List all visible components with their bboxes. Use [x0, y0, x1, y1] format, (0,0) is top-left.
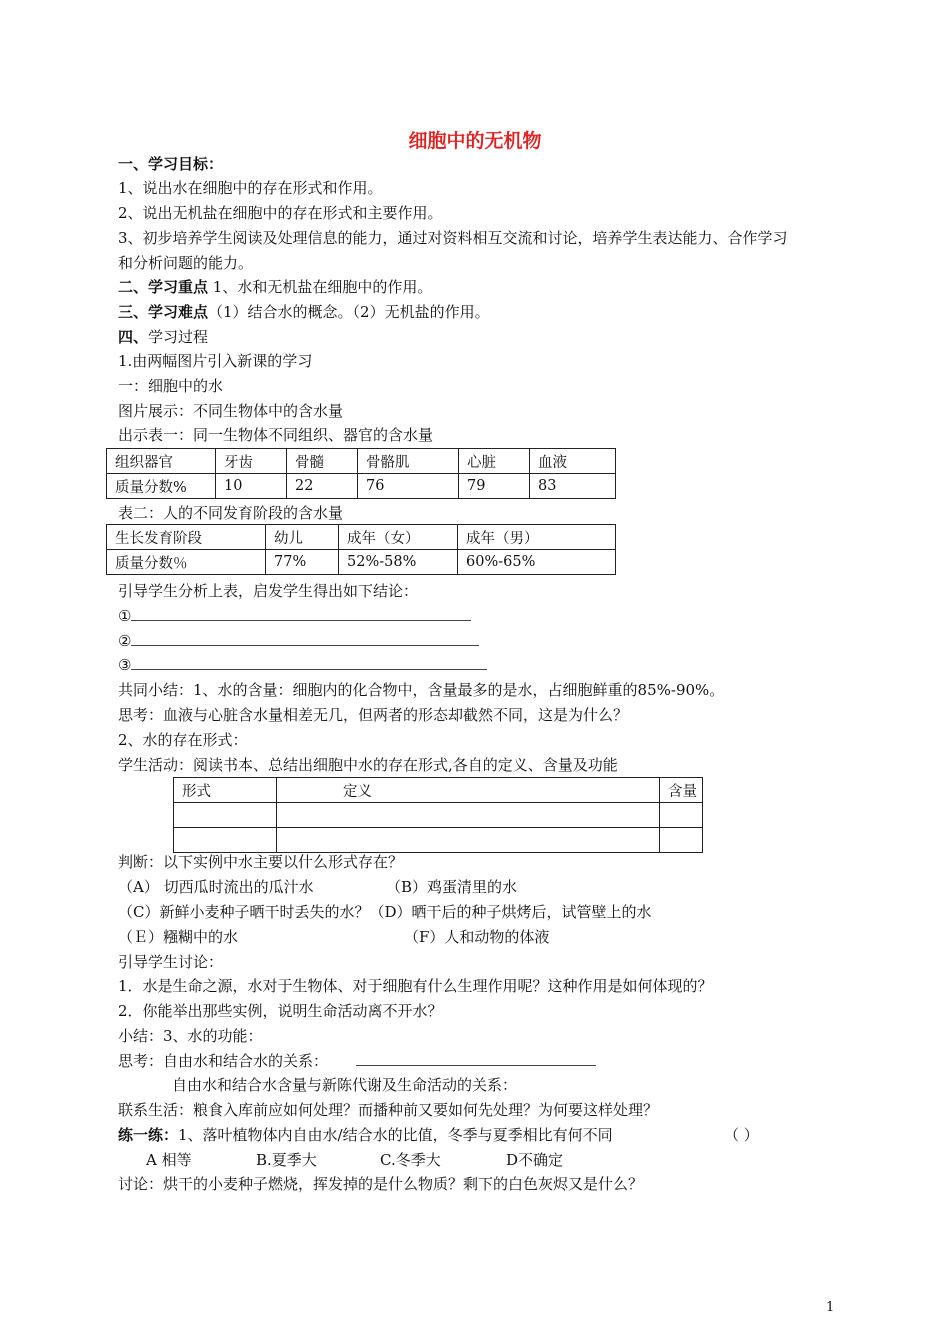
- option-d: D不确定: [506, 1151, 564, 1169]
- summary-water-function: 小结：3、水的功能：: [118, 1027, 263, 1045]
- table-row: [174, 803, 703, 828]
- table-row: [107, 449, 616, 474]
- student-activity: 学生活动：阅读书本、总结出细胞中水的存在形式,各自的定义、含量及功能: [118, 756, 618, 774]
- table-cell: 心脏: [459, 449, 530, 474]
- table-cell: 10: [216, 474, 287, 499]
- table-cell: 质量分数%: [107, 474, 216, 499]
- table-row: [107, 525, 616, 550]
- water-forms-heading: 2、水的存在形式：: [118, 731, 248, 749]
- table-cell: 含量: [660, 778, 703, 803]
- table-cell: 76: [358, 474, 459, 499]
- discussion-question: 讨论：烘干的小麦种子燃烧，挥发掉的是什么物质？剩下的白色灰烬又是什么？: [118, 1175, 644, 1193]
- table-cell: 77%: [266, 550, 339, 575]
- table-row: [107, 474, 616, 499]
- picture-display: 图片展示：不同生物体中的含水量: [118, 402, 344, 420]
- table-cell: 52%-58%: [339, 550, 458, 575]
- document-title: 细胞中的无机物: [408, 130, 542, 152]
- table2-caption: 表二：人的不同发育阶段的含水量: [118, 504, 344, 522]
- table-cell: [174, 828, 277, 853]
- answer-blank: [131, 655, 487, 670]
- table-cell: 83: [530, 474, 616, 499]
- page-number: 1: [826, 1300, 835, 1315]
- table-cell: 79: [459, 474, 530, 499]
- guide-analysis: 引导学生分析上表，启发学生得出如下结论：: [118, 582, 419, 600]
- table-cell: 骨骼肌: [358, 449, 459, 474]
- difficulty-label: 三、学习难点: [118, 303, 209, 321]
- think-water-relation: [118, 1051, 596, 1073]
- conclusion-2: [118, 631, 479, 653]
- life-connection: 联系生活：粮食入库前应如何处理？而播种前又要如何先处理？为何要这样处理？: [118, 1101, 659, 1119]
- relation-line: 自由水和结合水含量与新陈代谢及生命活动的关系：: [172, 1076, 518, 1094]
- table-cell: 血液: [530, 449, 616, 474]
- table1-caption: 出示表一：同一生物体不同组织、器官的含水量: [118, 426, 434, 444]
- conclusion-marker: ③: [118, 656, 132, 674]
- think-blood-heart: 思考：血液与心脏含水量相差无几，但两者的形态却截然不同，这是为什么？: [118, 706, 629, 724]
- table1: [106, 448, 616, 499]
- table-cell: 60%-65%: [458, 550, 616, 575]
- conclusion-1: [118, 606, 471, 628]
- judge-a: （A） 切西瓜时流出的瓜汁水: [118, 878, 314, 896]
- practice-question: 1、落叶植物体内自由水/结合水的比值，冬季与夏季相比有何不同: [178, 1126, 613, 1144]
- answer-blank: [356, 1051, 596, 1066]
- answer-blank: [131, 606, 471, 621]
- table-cell: 幼儿: [266, 525, 339, 550]
- objective-3: 3、初步培养学生阅读及处理信息的能力，通过对资料相互交流和讨论，培养学生表达能力、合作学习: [118, 229, 788, 247]
- judge-e: （Ｅ）糨糊中的水: [118, 928, 239, 946]
- focus-label: 二、学习重点: [118, 278, 209, 296]
- difficulty-text: （1）结合水的概念。（2）无机盐的作用。: [208, 303, 490, 321]
- summary-water-content: 共同小结：1、水的含量：细胞内的化合物中，含量最多的是水，占细胞鲜重的85%-90%。: [118, 681, 725, 699]
- answer-parentheses: （ ）: [724, 1126, 759, 1144]
- table-row: [174, 828, 703, 853]
- table-cell: 质量分数％: [107, 550, 266, 575]
- table-cell: [174, 803, 277, 828]
- judge-cd: （C）新鲜小麦种子晒干时丢失的水？（D）晒干后的种子烘烤后，试管壁上的水: [118, 903, 652, 921]
- process-intro: 1.由两幅图片引入新课的学习: [118, 352, 313, 370]
- guide-discussion: 引导学生讨论：: [118, 953, 224, 971]
- table-cell: 定义: [277, 778, 660, 803]
- table-cell: [660, 803, 703, 828]
- table-cell: 生长发育阶段: [107, 525, 266, 550]
- think-text: 思考：自由水和结合水的关系：: [118, 1052, 329, 1070]
- objective-1: 1、说出水在细胞中的存在形式和作用。: [118, 179, 383, 197]
- objectives-heading: 一、学习目标：: [118, 155, 224, 173]
- question-2: 2．你能举出那些实例，说明生命活动离不开水？: [118, 1002, 443, 1020]
- table-cell: [277, 803, 660, 828]
- table3: [173, 777, 703, 853]
- section-water: 一：细胞中的水: [118, 377, 224, 395]
- judge-f: （F）人和动物的体液: [404, 928, 550, 946]
- option-a: A 相等: [146, 1151, 192, 1169]
- conclusion-marker: ①: [118, 607, 132, 625]
- judge-heading: 判断：以下实例中水主要以什么形式存在？: [118, 853, 404, 871]
- objective-2: 2、说出无机盐在细胞中的存在形式和主要作用。: [118, 204, 443, 222]
- conclusion-3: [118, 655, 487, 677]
- table-cell: 骨髓: [287, 449, 358, 474]
- table-row: [107, 550, 616, 575]
- question-1: 1．水是生命之源，水对于生物体、对于细胞有什么生理作用呢？这种作用是如何体现的？: [118, 977, 713, 995]
- answer-blank: [131, 631, 479, 646]
- objective-3-cont: 和分析问题的能力。: [118, 254, 254, 272]
- table-cell: 成年（女）: [339, 525, 458, 550]
- table-cell: 组织器官: [107, 449, 216, 474]
- practice-label: 练一练：: [118, 1126, 179, 1144]
- table-cell: 形式: [174, 778, 277, 803]
- focus-text: 1、水和无机盐在细胞中的作用。: [208, 278, 433, 296]
- difficulty-line: [118, 302, 490, 324]
- table-cell: 成年（男）: [458, 525, 616, 550]
- process-label-bold: 四、: [118, 328, 149, 346]
- table-cell: [277, 828, 660, 853]
- option-b: B.夏季大: [256, 1151, 317, 1169]
- option-c: C.冬季大: [380, 1151, 441, 1169]
- process-label-rest: 学习过程: [148, 328, 209, 346]
- table-cell: 22: [287, 474, 358, 499]
- table2: [106, 524, 616, 575]
- process-heading: [118, 327, 208, 349]
- practice-line: [118, 1125, 613, 1147]
- conclusion-marker: ②: [118, 632, 132, 650]
- judge-b: （B）鸡蛋清里的水: [386, 878, 518, 896]
- table-cell: 牙齿: [216, 449, 287, 474]
- focus-line: [118, 277, 432, 299]
- table-row: [174, 778, 703, 803]
- table-cell: [660, 828, 703, 853]
